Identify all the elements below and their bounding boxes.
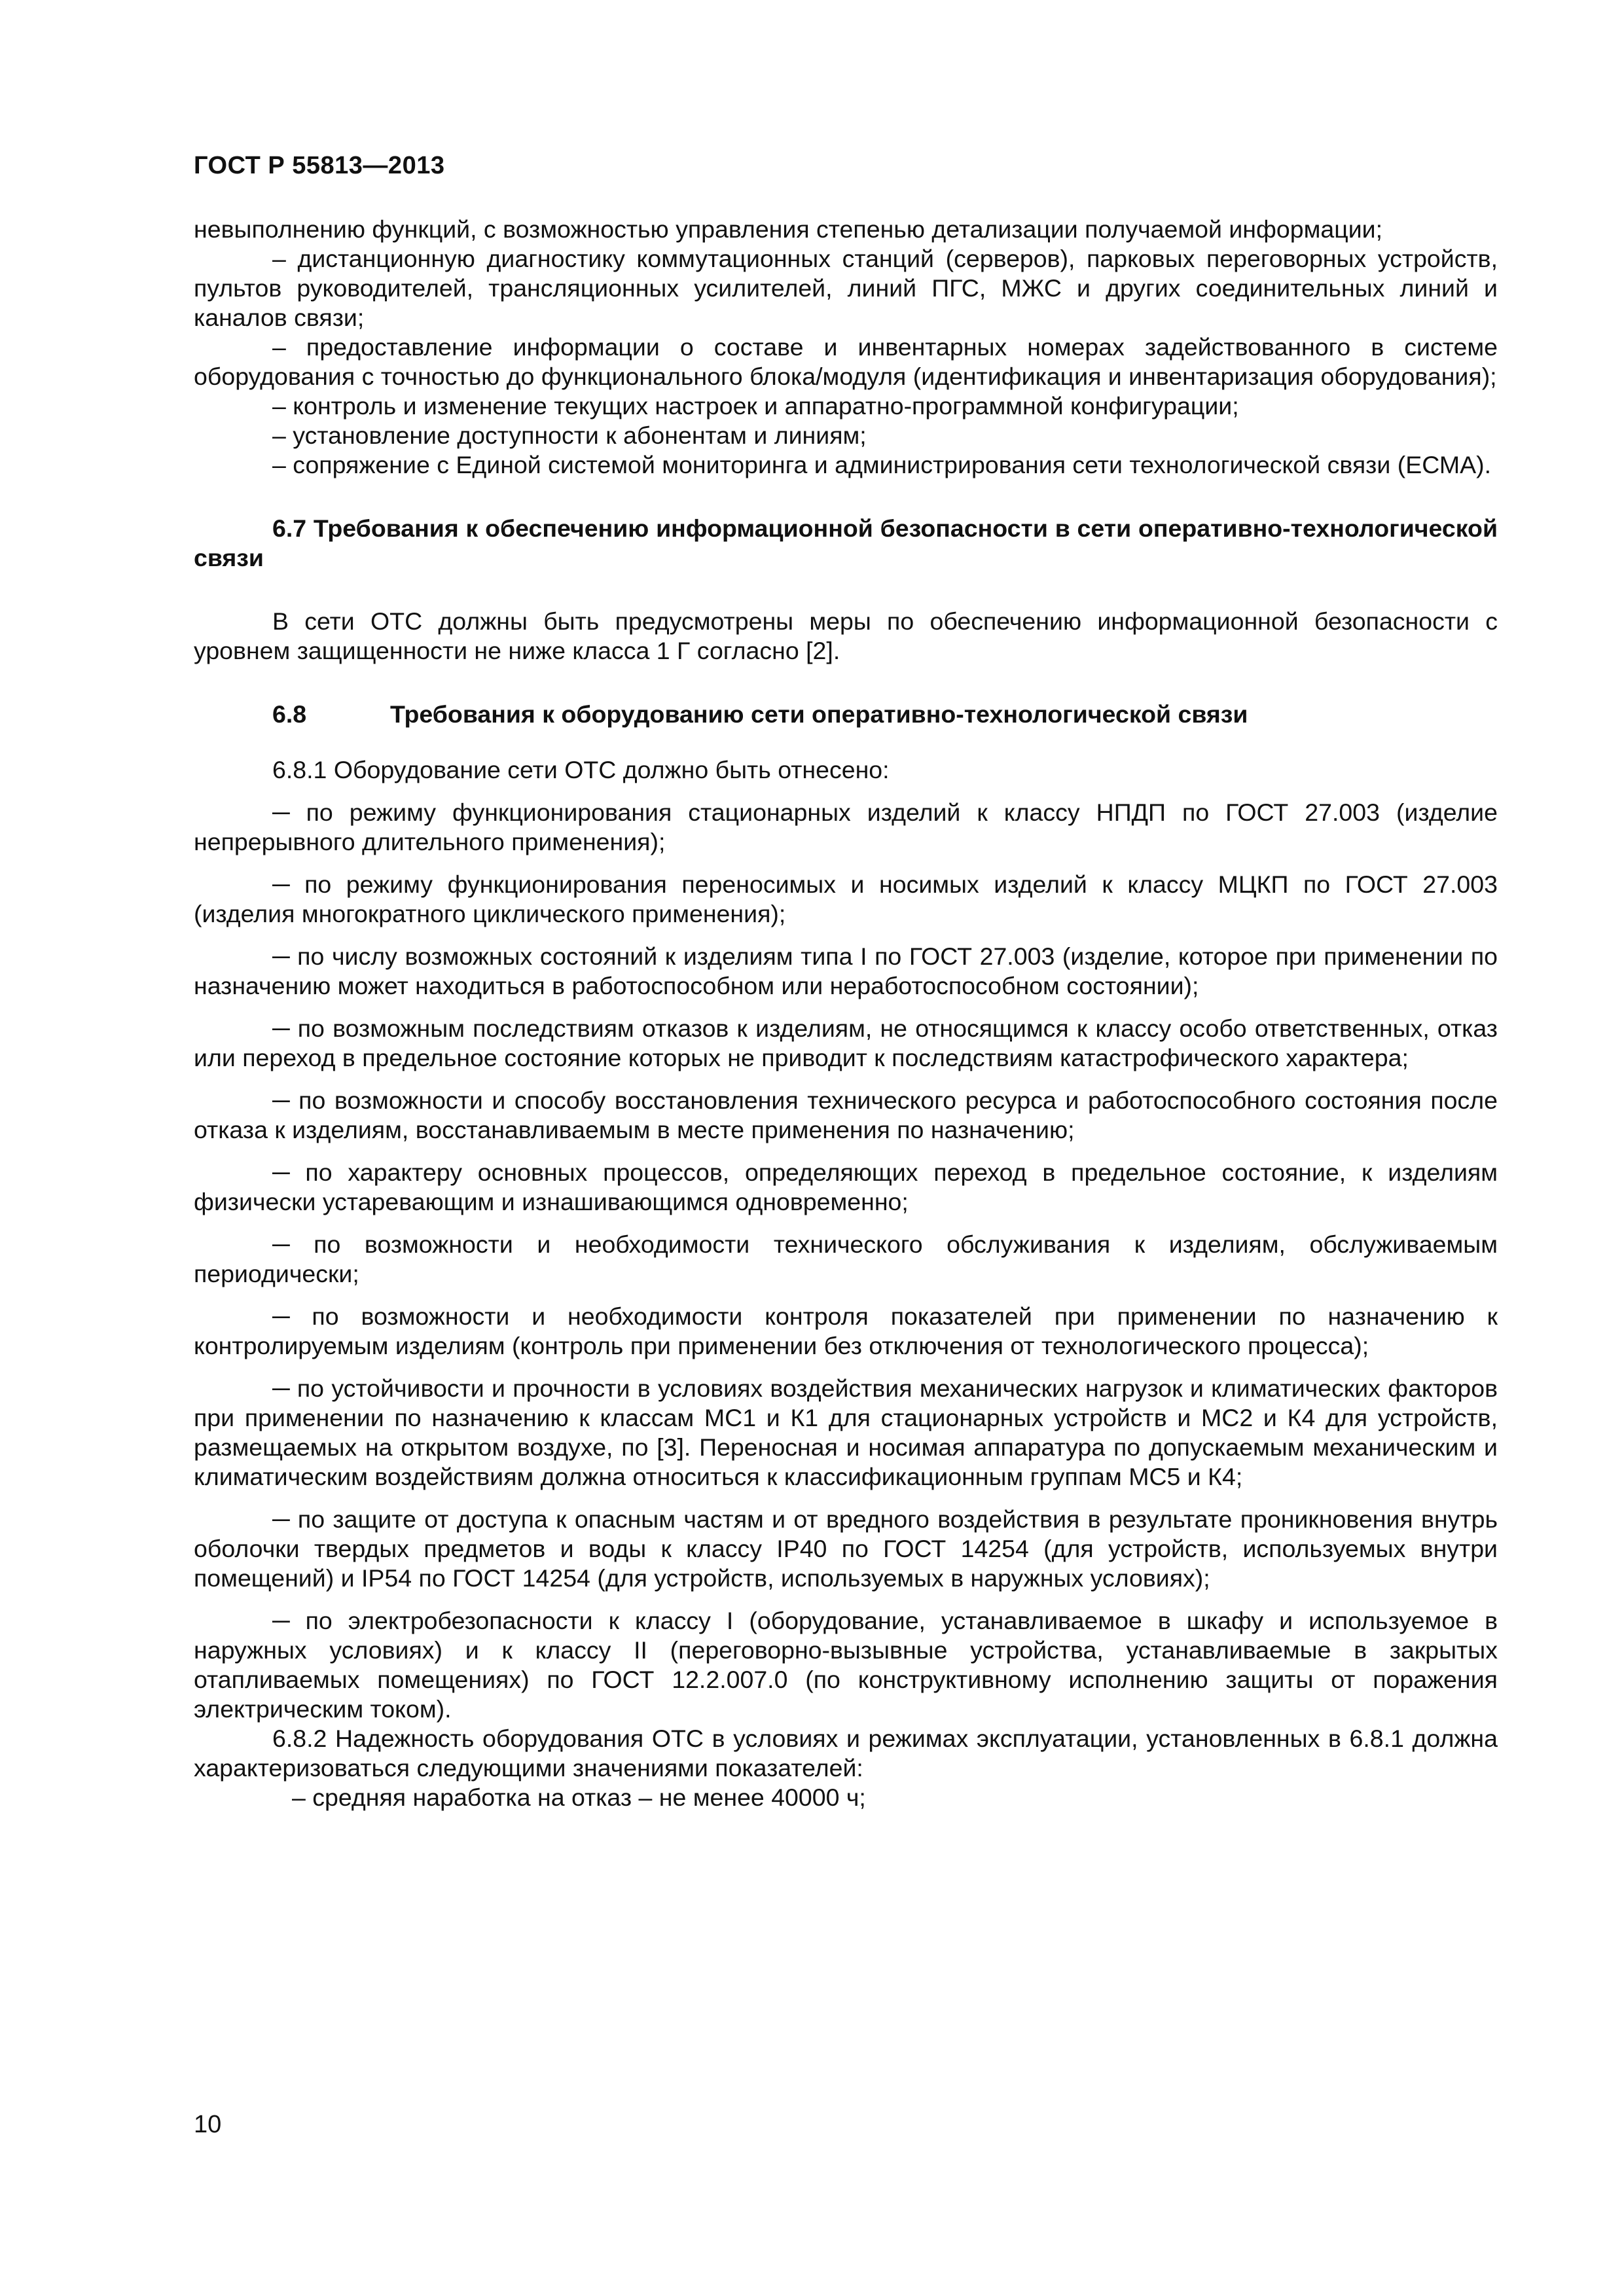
list-item: ─ по электробезопасности к классу I (оборудование, устанавливаемое в шкафу и используемое в наружных условиях) и к классу II (переговорно-вызывные устройства, устанавливаемые в закрытых отапливаемых помещениях) по ГОСТ 12.2.007.0 (по конструктивному исполнению защиты от поражения электрическим током). [194, 1607, 1498, 1723]
list-item: ─ по режиму функционирования стационарных изделий к классу НПДП по ГОСТ 27.003 (изделие непрерывного длительного применения); [194, 798, 1498, 855]
list-item: ─ по характеру основных процессов, определяющих переход в предельное состояние, к изделиям физически устаревающим и изнашивающимся одновременно; [194, 1158, 1498, 1215]
section-number: 6.8 [272, 700, 307, 728]
list-item: ─ по режиму функционирования переносимых и носимых изделий к классу МЦКП по ГОСТ 27.003 (изделия многократного циклического применения); [194, 870, 1498, 927]
document-header: ГОСТ Р 55813—2013 [194, 152, 445, 179]
list-item: ─ по возможности и способу восстановления технического ресурса и работоспособного состояния после отказа к изделиям, восстанавливаемым в месте применения по назначению; [194, 1086, 1498, 1143]
paragraph-6-8-1: 6.8.1 Оборудование сети ОТС должно быть отнесено: [272, 756, 890, 783]
section-heading-6-7: 6.7 Требования к обеспечению информационной безопасности в сети оперативно-технологической связи [194, 514, 1498, 571]
list-item: – контроль и изменение текущих настроек и аппаратно-программной конфигурации; [272, 392, 1239, 420]
list-item: – дистанционную диагностику коммутационных станций (серверов), парковых переговорных устройств, пультов руководителей, трансляционных усилителей, линий ПГС, МЖС и других соединительных линий и каналов связи; [194, 245, 1498, 331]
list-item: ─ по возможным последствиям отказов к изделиям, не относящимся к классу особо ответственных, отказ или переход в предельное состояние которых не приводит к последствиям катастрофического характера; [194, 1014, 1498, 1071]
section-title: Требования к оборудованию сети оперативно-технологической связи [390, 700, 1248, 728]
document-body [194, 215, 1498, 1812]
list-item: ─ по возможности и необходимости контроля показателей при применении по назначению к контролируемым изделиям (контроль при применении без отключения от технологического процесса); [194, 1302, 1498, 1359]
section-heading-6-8 [194, 700, 1498, 729]
paragraph-6-8-2: 6.8.2 Надежность оборудования ОТС в условиях и режимах эксплуатации, установленных в 6.8.1 должна характеризоваться следующими значениями показателей: [194, 1725, 1498, 1782]
list-item: ─ по защите от доступа к опасным частям и от вредного воздействия в результате проникновения внутрь оболочки твердых предметов и воды к классу IP40 по ГОСТ 14254 (для устройств, используемых внутри помещений) и IP54 по ГОСТ 14254 (для устройств, используемых в наружных условиях); [194, 1505, 1498, 1592]
section-6-7-text: В сети ОТС должны быть предусмотрены меры по обеспечению информационной безопасности с уровнем защищенности не ниже класса 1 Г согласно [2]. [194, 607, 1498, 664]
list-item: – установление доступности к абонентам и линиям; [272, 422, 867, 449]
list-item: – предоставление информации о составе и инвентарных номерах задействованного в системе оборудования с точностью до функционального блока/модуля (идентификация и инвентаризация оборудования); [194, 333, 1498, 390]
page-number: 10 [194, 2111, 222, 2138]
list-item: ─ по устойчивости и прочности в условиях воздействия механических нагрузок и климатических факторов при применении по назначению к классам МС1 и К1 для стационарных устройств и МС2 и К4 для устройств, размещаемых на открытом воздухе, по [3]. Переносная и носимая аппаратура по допускаемым механическим и климатическим воздействиям должна относиться к классификационным группам МС5 и К4; [194, 1374, 1498, 1490]
list-item: ─ по числу возможных состояний к изделиям типа I по ГОСТ 27.003 (изделие, которое при применении по назначению может находиться в работоспособном или неработоспособном состоянии); [194, 942, 1498, 999]
list-item: – сопряжение с Единой системой мониторинга и администрирования сети технологической связи (ЕСМА). [272, 451, 1492, 478]
list-item: – средняя наработка на отказ – не менее 40000 ч; [292, 1784, 866, 1811]
list-item: ─ по возможности и необходимости технического обслуживания к изделиям, обслуживаемым периодически; [194, 1230, 1498, 1287]
intro-continuation: невыполнению функций, с возможностью управления степенью детализации получаемой информации; [194, 215, 1383, 243]
